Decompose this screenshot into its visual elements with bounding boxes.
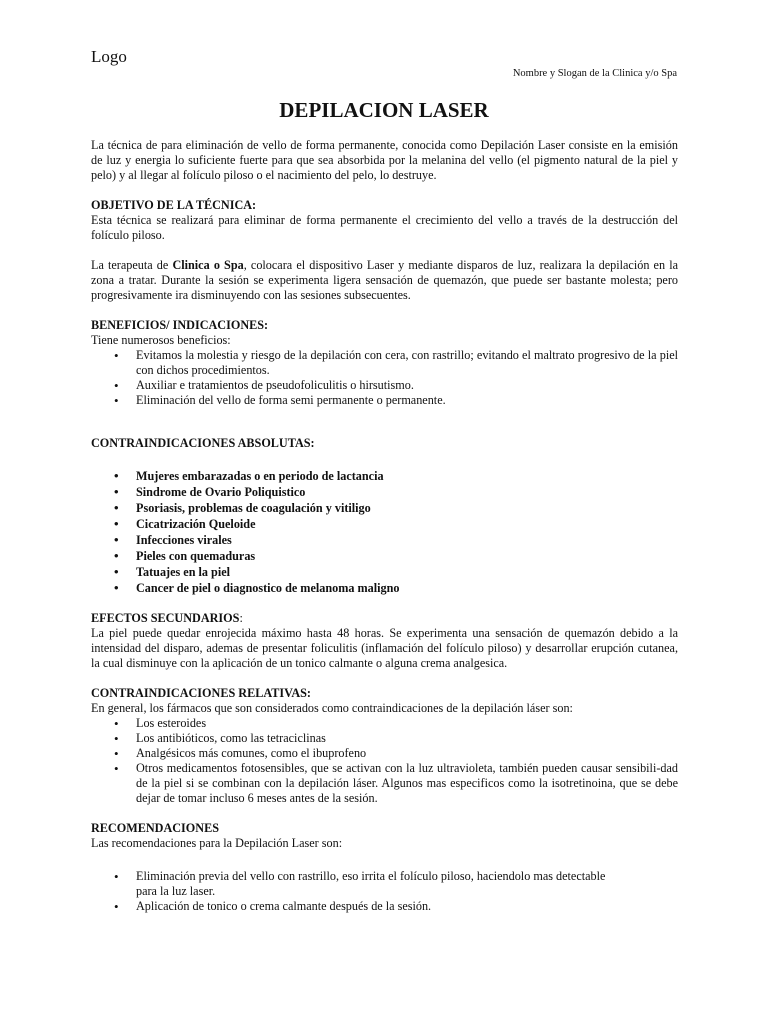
logo-placeholder: Logo	[91, 47, 127, 66]
list-item: • Psoriasis, problemas de coagulación y vitiligo	[91, 500, 678, 516]
list-item: • Los esteroides	[91, 716, 678, 731]
efectos-heading: EFECTOS SECUNDARIOS	[91, 611, 240, 625]
beneficios-heading: BENEFICIOS/ INDICACIONES:	[91, 318, 269, 332]
efectos-paragraph: La piel puede quedar enrojecida máximo hasta 48 horas. Se experimenta una sensación de quemazón debido a la intensidad del disparo, ademas de presentar foliculitis (inflamación del folículo piloso) y desarrollar erupción cutanea, la cual disminuye con la aplicación de un tonico calmante o alguna crema analgesica.	[91, 626, 678, 670]
recomendaciones-list	[91, 869, 678, 914]
contra-relativas-intro: En general, los fármacos que son considerados como contraindicaciones de la depilación láser son:	[91, 701, 573, 715]
efectos-heading-suffix: :	[239, 611, 243, 625]
objetivo-p2-bold: Clinica o Spa	[172, 258, 244, 272]
list-item: • Cancer de piel o diagnostico de melanoma maligno	[91, 580, 678, 596]
list-item: • Cicatrización Queloide	[91, 516, 678, 532]
objetivo-paragraph-2	[91, 258, 678, 303]
list-item: • Analgésicos más comunes, como el ibuprofeno	[91, 746, 678, 761]
clinic-name-slogan: Nombre y Slogan de la Clinica y/o Spa	[512, 68, 677, 79]
list-item: • Infecciones virales	[91, 532, 678, 548]
list-item: • Mujeres embarazadas o en periodo de lactancia	[91, 468, 678, 484]
list-item: • Eliminación previa del vello con rastrillo, eso irrita el folículo piloso, haciendolo mas detectable para la luz laser.	[91, 869, 678, 899]
list-item: • Sindrome de Ovario Poliquistico	[91, 484, 678, 500]
list-item: • Pieles con quemaduras	[91, 548, 678, 564]
beneficios-list	[91, 348, 678, 408]
contra-absolutas-heading: CONTRAINDICACIONES ABSOLUTAS:	[91, 436, 315, 450]
list-item: • Evitamos la molestia y riesgo de la depilación con cera, con rastrillo; evitando el maltrato progresivo de la piel con dichos procedimientos.	[91, 348, 678, 378]
list-item: • Tatuajes en la piel	[91, 564, 678, 580]
contra-absolutas-list	[91, 468, 678, 596]
list-item: • Los antibióticos, como las tetraciclinas	[91, 731, 678, 746]
recomendaciones-intro: Las recomendaciones para la Depilación Laser son:	[91, 836, 343, 850]
list-item: • Aplicación de tonico o crema calmante después de la sesión.	[91, 899, 678, 914]
list-item: • Otros medicamentos fotosensibles, que se activan con la luz ultravioleta, también pueden causar sensibili-dad de la piel si se combinan con la depilación láser. Algunos mas especificos como la isotretinoina, que se debe dejar de tomar incluso 6 meses antes de la sesión.	[91, 761, 678, 806]
list-item: • Eliminación del vello de forma semi permanente o permanente.	[91, 393, 678, 408]
intro-paragraph: La técnica de para eliminación de vello de forma permanente, conocida como Depilación Laser consiste en la emisión de luz y energia lo suficiente fuerte para que sea absorbida por la melanina del vello (el pigmento natural de la piel y pelo) y al llegar al folículo piloso o el nacimiento del pelo, lo destruye.	[91, 138, 678, 182]
efectos-heading-line	[91, 611, 678, 626]
document-body	[91, 138, 678, 914]
recomendaciones-heading: RECOMENDACIONES	[91, 821, 219, 835]
objetivo-p2-after: , colocara el dispositivo Laser y mediante disparos de luz, realizara la depilación en la zona a tratar. Durante la sesión se experimenta ligera sensación de quemazón, que puede ser bastante molesta; pero progresivamente ira disminuyendo con las sesiones subsecuentes.	[91, 258, 678, 302]
contra-relativas-heading: CONTRAINDICACIONES RELATIVAS:	[91, 686, 311, 700]
beneficios-intro: Tiene numerosos beneficios:	[91, 333, 231, 347]
objetivo-paragraph-1: Esta técnica se realizará para eliminar de forma permanente el crecimiento del vello a través de la destrucción del folículo piloso.	[91, 213, 678, 242]
list-item: • Auxiliar e tratamientos de pseudofoliculitis o hirsutismo.	[91, 378, 678, 393]
objetivo-p2-before: La terapeuta de	[91, 258, 173, 272]
contra-relativas-list	[91, 716, 678, 806]
page-title: DEPILACION LASER	[279, 98, 489, 122]
objetivo-heading: OBJETIVO DE LA TÉCNICA:	[91, 198, 257, 212]
